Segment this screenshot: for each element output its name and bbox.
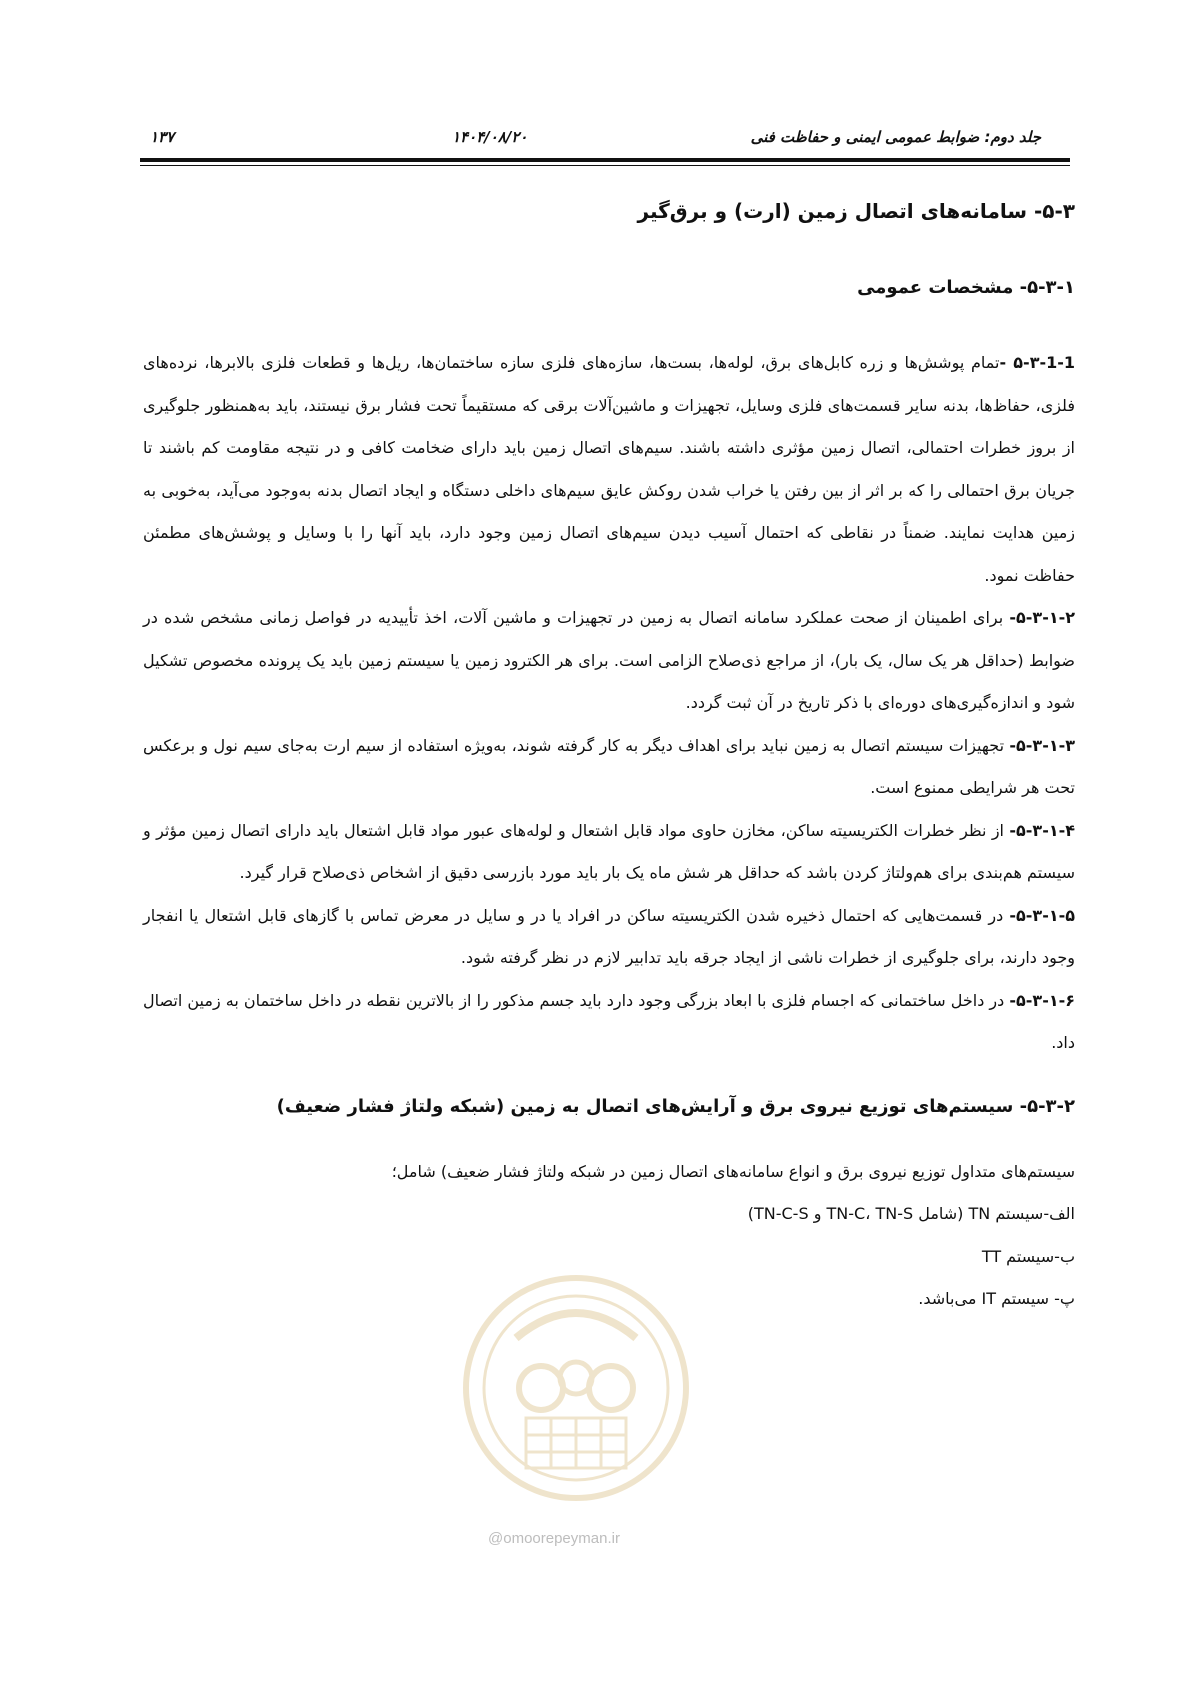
paragraph-text: تمام پوشش‌ها و زره کابل‌های برق، لوله‌ها، بست‌ها، سازه‌های فلزی سازه ساختمان‌ها، ریل‌ها و قطعات فلزی بالابرها، نرده‌های فلزی، حفاظ‌ها، بدنه سایر قسمت‌های فلزی وسایل، تجهیزات و ماشین‌آلات برقی که مستقیماً تحت فشار برق نیستند، باید به‌همنظور جلوگیری از بروز خطرات احتمالی، اتصال زمین مؤثری داشته باشند. سیم‌های اتصال زمین باید دارای ضخامت کافی و در نتیجه مقاومت کم باشند تا جریان برق احتمالی را که بر اثر از بین رفتن یا خراب شدن روکش عایق سیم‌های داخلی دستگاه و ایجاد اتصال بدنه به‌وجود می‌آید، به‌خوبی به زمین هدایت نمایند. ضمناً در نقاطی که احتمال آسیب دیدن سیم‌های اتصال زمین وجود دارد، باید آنها را با وسایل و پوشش‌های مطمئن حفاظت نمود.: [143, 353, 1075, 585]
volume-title: جلد دوم: ضوابط عمومی ایمنی و حفاظت فنی: [750, 128, 1041, 146]
paragraph-text: از نظر خطرات الکتریسیته ساکن، مخازن حاوی مواد قابل اشتعال و لوله‌های عبور مواد قابل اشتعال باید دارای اتصال زمین مؤثر و سیستم هم‌بندی برای هم‌ولتاژ کردن باشد که حداقل هر شش ماه یک بار باید مورد بازرسی دقیق از اشخاص ذی‌صلاح قرار گیرد.: [143, 820, 1075, 882]
subsection-title-distribution: ۵-۳-۲- سیستم‌های توزیع نیروی برق و آرایش‌های اتصال به زمین (شبکه ولتاژ فشار ضعیف): [276, 1095, 1075, 1117]
paragraph-5: [143, 895, 1075, 980]
system-item-tn: الف-سیستم TN (شامل TN-C، TN-S و TN-C-S): [747, 1204, 1075, 1223]
paragraph-3: [143, 725, 1075, 810]
paragraph-6: [143, 980, 1075, 1065]
paragraph-text: در قسمت‌هایی که احتمال ذخیره شدن الکتریسیته ساکن در افراد یا در و سایل در معرض تماس با گازهای قابل اشتعال یا انفجار وجود دارند، برای جلوگیری از خطرات ناشی از ایجاد جرقه باید تدابیر لازم در نظر گرفته شود.: [143, 905, 1075, 967]
header-rule-thick: [140, 158, 1070, 162]
header-date: ۱۴۰۴/۰۸/۲۰: [452, 128, 528, 146]
paragraph-text: در داخل ساختمانی که اجسام فلزی با ابعاد بزرگی وجود دارد باید جسم مذکور را از بالاترین نقطه در داخل ساختمان به زمین اتصال داد.: [143, 990, 1075, 1052]
paragraph-text: تجهیزات سیستم اتصال به زمین نباید برای اهداف دیگر به کار گرفته شوند، به‌ویژه استفاده از سیم ارت به‌جای سیم نول و برعکس تحت هر شرایطی ممنوع است.: [143, 735, 1075, 797]
paragraph-number: ۵-۳-۱-۴-: [1009, 820, 1075, 840]
paragraph-number: ۵-۳-۱-۵-: [1009, 905, 1075, 925]
system-item-tt: ب-سیستم TT: [981, 1246, 1075, 1266]
watermark-url: @omoorepeyman.ir: [488, 1530, 620, 1547]
paragraph-number: ۵-۳-۱-۳-: [1009, 735, 1075, 755]
distribution-intro: سیستم‌های متداول توزیع نیروی برق و انواع سامانه‌های اتصال زمین در شبکه ولتاژ فشار ضعیف) شامل؛: [391, 1161, 1075, 1181]
main-content: [143, 196, 1075, 1321]
paragraph-2: [143, 597, 1075, 725]
page-number: ۱۳۷: [150, 128, 175, 146]
paragraph-number: ۵-۳-1-1 -: [999, 353, 1075, 372]
paragraph-number: ۵-۳-۱-۲-: [1009, 608, 1075, 627]
system-item-it: پ- سیستم IT می‌باشد.: [918, 1289, 1075, 1308]
paragraph-text: برای اطمینان از صحت عملکرد سامانه اتصال به زمین در تجهیزات و ماشین آلات، اخذ تأییدیه در فواصل زمانی مشخص شده در ضوابط (حداقل هر یک سال، یک بار)، از مراجع ذی‌صلاح الزامی است. برای هر الکترود زمین یا سیستم زمین باید یک پرونده مخصوص تشکیل شود و اندازه‌گیری‌های دوره‌ای با ذکر تاریخ در آن ثبت گردد.: [143, 608, 1075, 712]
paragraph-number: ۵-۳-۱-۶-: [1009, 990, 1075, 1010]
section-title: ۵-۳- سامانه‌های اتصال زمین (ارت) و برق‌گیر: [637, 199, 1075, 223]
paragraph-1: [143, 342, 1075, 597]
subsection-title-general: ۵-۳-۱- مشخصات عمومی: [857, 277, 1075, 298]
watermark-seal: [456, 1268, 696, 1508]
paragraph-4: [143, 810, 1075, 895]
header-rule-thin: [140, 165, 1070, 166]
